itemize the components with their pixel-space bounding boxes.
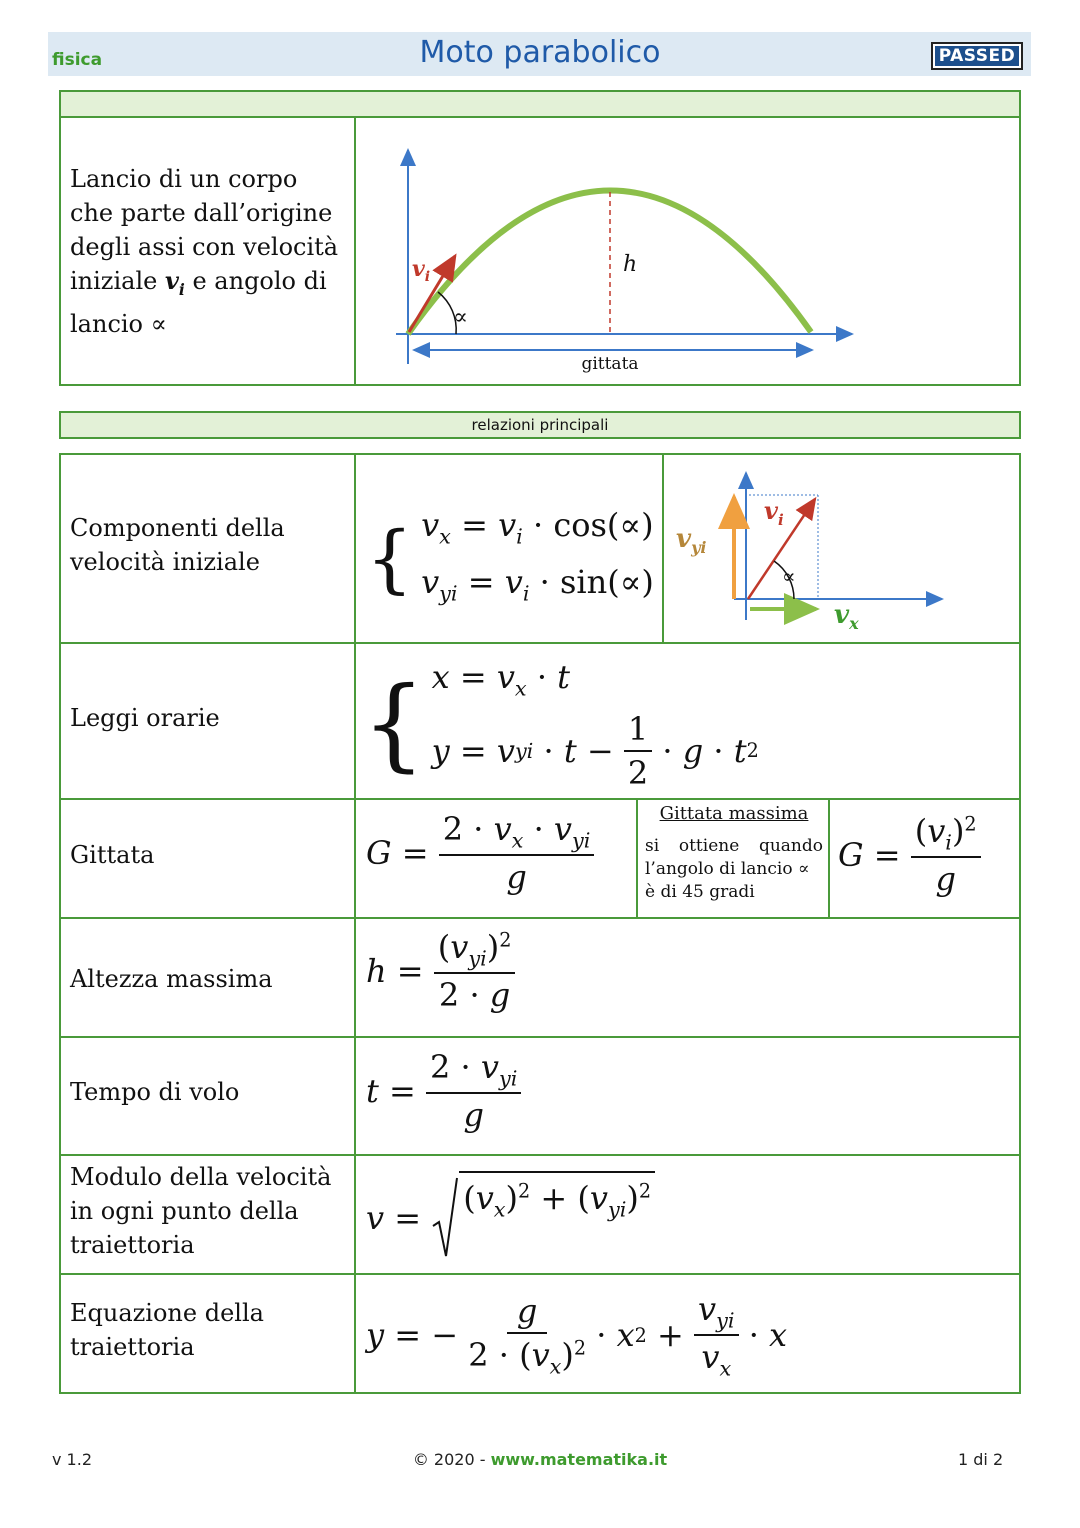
copyright-text: © 2020 - xyxy=(412,1450,491,1469)
intro-header-bar xyxy=(59,90,1021,118)
site-link[interactable]: www.matematika.it xyxy=(490,1450,668,1469)
time-formula: t = $\frac{2 \cdot v_{yi}}{g}$ xyxy=(366,1048,521,1134)
copyright xyxy=(0,1450,1080,1469)
intro-line-3: degli assi con velocità xyxy=(70,233,339,261)
comp-angle-label: ∝ xyxy=(782,564,796,588)
page-title: Moto parabolico xyxy=(419,35,661,70)
subject-label: fisica xyxy=(52,50,103,70)
section-title: relazioni principali xyxy=(59,411,1021,439)
row-divider xyxy=(59,1273,1021,1275)
row-label-speed: Modulo della velocità in ogni punto della traiettoria xyxy=(70,1163,332,1259)
comp-vyi-label: $v_{yi}$ xyxy=(676,524,707,557)
laws-formula: { $x = v_x \cdot t$ y = v yi · t − $\frac{1}{2}$ · g · t 2 xyxy=(362,658,759,793)
row-label-height: Altezza massima xyxy=(70,965,273,993)
row-divider xyxy=(59,917,1021,919)
intro-text xyxy=(70,162,350,341)
max-range-note xyxy=(645,802,823,904)
speed-formula: v = $(v_x)^2 + (v_{yi})^2$ xyxy=(366,1176,655,1260)
components-formula: { $v_x = v_i \cdot \cos(\propto)$ $v_{yi} = v_i \cdot \sin(\propto)$ xyxy=(366,506,654,606)
max-range-formula: G = $\frac{(v_i)^2}{g}$ xyxy=(838,812,981,898)
sqrt-sign xyxy=(431,1176,459,1260)
h-label: h xyxy=(623,252,638,277)
row-divider xyxy=(59,798,1021,800)
velocity-components-diagram xyxy=(664,455,1019,641)
page-number: 1 di 2 xyxy=(958,1450,1004,1469)
range-formula: G = $\frac{2 \cdot v_x \cdot v_{yi}}{g}$ xyxy=(366,810,594,896)
comp-vx-label: $v_x$ xyxy=(834,600,859,633)
badge-text: PASSED xyxy=(935,46,1019,66)
row-label-laws: Leggi orarie xyxy=(70,704,220,732)
row-label-time: Tempo di volo xyxy=(70,1078,240,1106)
row-divider xyxy=(59,642,1021,644)
intro-line-1: Lancio di un corpo xyxy=(70,165,298,193)
range-divider-1 xyxy=(636,798,638,918)
intro-line-2: che parte dall’origine xyxy=(70,199,333,227)
comp-vi-label: $v_i$ xyxy=(764,496,784,529)
max-range-line-2: l’angolo di lancio ∝ xyxy=(645,859,810,879)
row-label-trajectory: Equazione della traiettoria xyxy=(70,1299,264,1361)
max-range-title: Gittata massima xyxy=(659,803,809,824)
projectile-diagram xyxy=(356,118,1020,384)
version-label: v 1.2 xyxy=(52,1450,92,1469)
table-col-divider xyxy=(354,453,356,1394)
height-formula: h = $\frac{(v_{yi})^2}{2 \cdot g}$ xyxy=(366,928,515,1014)
vi-label: $v_i$ xyxy=(412,256,431,285)
row-label-range: Gittata xyxy=(70,841,155,869)
trajectory-formula: y = − $\frac{g}{2 \cdot (v_x)^2}$ · x 2 + $\frac{v_{yi}}{v_x}$ · x xyxy=(366,1290,788,1381)
passed-badge xyxy=(931,42,1023,70)
max-range-line-1: si ottiene quando xyxy=(645,836,823,856)
intro-line-5: lancio ∝ xyxy=(70,309,167,338)
row-label-components: Componenti della velocità iniziale xyxy=(70,514,285,576)
intro-line-4: iniziale $v_i$ e angolo di xyxy=(70,266,327,299)
max-range-line-3: è di 45 gradi xyxy=(645,882,755,902)
range-divider-2 xyxy=(828,798,830,918)
row-divider xyxy=(59,1036,1021,1038)
angle-label: ∝ xyxy=(453,305,468,330)
range-label: gittata xyxy=(581,354,639,374)
row-divider xyxy=(59,1154,1021,1156)
